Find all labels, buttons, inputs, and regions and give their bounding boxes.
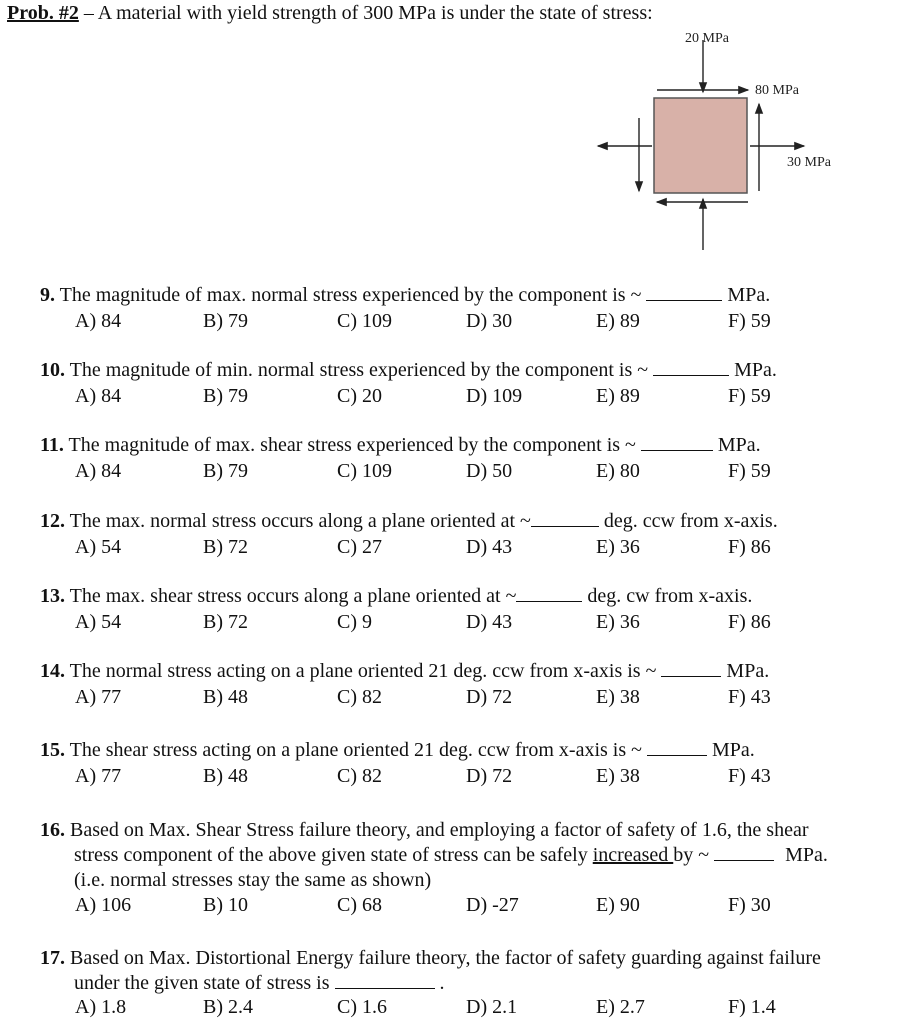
option-c[interactable]: C) 9: [337, 611, 372, 633]
question-text: The shear stress acting on a plane oriented 21 deg. ccw from x-axis is ~: [69, 739, 642, 761]
problem-statement: – A material with yield strength of 300 MPa is under the state of stress:: [78, 2, 653, 24]
question-text: The magnitude of min. normal stress experienced by the component is ~: [69, 359, 649, 381]
stress-element-square: [654, 98, 747, 193]
question-text: The magnitude of max. shear stress experienced by the component is ~: [68, 434, 636, 456]
option-c[interactable]: C) 109: [337, 460, 392, 482]
question-text: The normal stress acting on a plane oriented 21 deg. ccw from x-axis is ~: [69, 660, 657, 682]
question-suffix: MPa.: [726, 660, 770, 682]
option-b[interactable]: B) 10: [203, 894, 248, 916]
question-text-line2-end: by ~: [673, 844, 710, 866]
option-a[interactable]: A) 1.8: [75, 996, 127, 1018]
label-30mpa: 30 MPa: [787, 155, 831, 170]
option-a[interactable]: A) 84: [75, 310, 122, 332]
option-e[interactable]: E) 89: [596, 385, 640, 407]
question-16: [40, 819, 808, 842]
option-d[interactable]: D) 109: [466, 385, 523, 407]
question-text: The max. normal stress occurs along a plane oriented at ~: [69, 510, 531, 532]
option-a[interactable]: A) 54: [75, 611, 122, 633]
option-f[interactable]: F) 1.4: [728, 996, 776, 1018]
question-suffix: MPa.: [711, 739, 755, 761]
option-f[interactable]: F) 59: [728, 460, 771, 482]
problem-header: [7, 2, 653, 25]
option-d[interactable]: D) 43: [466, 536, 513, 558]
question-11: [40, 434, 761, 457]
option-f[interactable]: F) 43: [728, 686, 771, 708]
option-e[interactable]: E) 36: [596, 536, 640, 558]
option-d[interactable]: D) 30: [466, 310, 513, 332]
option-b[interactable]: B) 48: [203, 686, 248, 708]
underlined-word: increased: [592, 844, 674, 866]
question-17: [40, 947, 821, 970]
option-d[interactable]: D) 50: [466, 460, 513, 482]
answer-blank[interactable]: [647, 739, 707, 756]
option-b[interactable]: B) 79: [203, 310, 248, 332]
question-text: The magnitude of max. normal stress experienced by the component is ~: [59, 284, 642, 306]
option-b[interactable]: B) 72: [203, 536, 248, 558]
answer-blank[interactable]: [714, 844, 774, 861]
option-b[interactable]: B) 72: [203, 611, 248, 633]
option-c[interactable]: C) 82: [337, 686, 382, 708]
question-16-line2: [74, 844, 828, 867]
answer-blank[interactable]: [335, 972, 435, 989]
option-e[interactable]: E) 38: [596, 765, 640, 787]
question-number: 11.: [40, 434, 64, 456]
question-text-line2: under the given state of stress is: [74, 972, 330, 994]
question-text-line1: Based on Max. Distortional Energy failure theory, the factor of safety guarding against failure: [70, 947, 821, 969]
question-suffix: MPa.: [734, 359, 777, 381]
option-d[interactable]: D) 72: [466, 765, 513, 787]
answer-blank[interactable]: [516, 585, 582, 602]
question-number: 16.: [40, 819, 65, 841]
option-e[interactable]: E) 36: [596, 611, 640, 633]
option-f[interactable]: F) 30: [728, 894, 771, 916]
question-number: 12.: [40, 510, 65, 532]
option-d[interactable]: D) -27: [466, 894, 519, 916]
option-c[interactable]: C) 20: [337, 385, 382, 407]
option-a[interactable]: A) 77: [75, 686, 122, 708]
option-e[interactable]: E) 2.7: [596, 996, 645, 1018]
question-suffix: deg. ccw from x-axis.: [603, 510, 778, 532]
question-text-line2: stress component of the above given state of stress can be safely: [74, 844, 593, 866]
question-number: 13.: [40, 585, 65, 607]
option-a[interactable]: A) 54: [75, 536, 122, 558]
question-15: [40, 739, 755, 762]
option-f[interactable]: F) 59: [728, 385, 771, 407]
answer-blank[interactable]: [641, 434, 713, 451]
question-number: 17.: [40, 947, 65, 969]
option-e[interactable]: E) 90: [596, 894, 640, 916]
label-80mpa: 80 MPa: [755, 83, 799, 98]
answer-blank[interactable]: [531, 510, 599, 527]
question-number: 15.: [40, 739, 65, 761]
option-c[interactable]: C) 82: [337, 765, 382, 787]
option-b[interactable]: B) 79: [203, 385, 248, 407]
option-e[interactable]: E) 89: [596, 310, 640, 332]
option-c[interactable]: C) 1.6: [337, 996, 387, 1018]
answer-blank[interactable]: [661, 660, 721, 677]
question-text: The max. shear stress occurs along a plane oriented at ~: [69, 585, 517, 607]
stress-element-figure: [590, 28, 850, 260]
question-suffix: MPa.: [727, 284, 771, 306]
option-a[interactable]: A) 84: [75, 460, 122, 482]
question-14: [40, 660, 769, 683]
option-d[interactable]: D) 2.1: [466, 996, 518, 1018]
question-17-line2: [74, 972, 445, 995]
option-b[interactable]: B) 79: [203, 460, 248, 482]
question-9: [40, 284, 770, 307]
option-b[interactable]: B) 48: [203, 765, 248, 787]
question-13: [40, 585, 752, 608]
question-number: 14.: [40, 660, 65, 682]
question-suffix: deg. cw from x-axis.: [587, 585, 753, 607]
option-a[interactable]: A) 106: [75, 894, 132, 916]
option-f[interactable]: F) 43: [728, 765, 771, 787]
option-a[interactable]: A) 77: [75, 765, 122, 787]
question-number: 10.: [40, 359, 65, 381]
option-d[interactable]: D) 72: [466, 686, 513, 708]
question-16-line3: (i.e. normal stresses stay the same as shown): [74, 869, 432, 891]
option-b[interactable]: B) 2.4: [203, 996, 253, 1018]
answer-blank[interactable]: [646, 284, 722, 301]
option-f[interactable]: F) 86: [728, 611, 771, 633]
option-f[interactable]: F) 59: [728, 310, 771, 332]
question-10: [40, 359, 777, 382]
problem-label: Prob. #2: [7, 2, 79, 24]
option-d[interactable]: D) 43: [466, 611, 513, 633]
label-20mpa: 20 MPa: [685, 31, 729, 46]
option-c[interactable]: C) 68: [337, 894, 382, 916]
option-e[interactable]: E) 80: [596, 460, 640, 482]
option-f[interactable]: F) 86: [728, 536, 771, 558]
answer-blank[interactable]: [653, 359, 729, 376]
question-period: .: [439, 972, 445, 994]
question-suffix: MPa.: [785, 844, 828, 866]
option-e[interactable]: E) 38: [596, 686, 640, 708]
option-a[interactable]: A) 84: [75, 385, 122, 407]
option-c[interactable]: C) 109: [337, 310, 392, 332]
option-c[interactable]: C) 27: [337, 536, 382, 558]
question-12: [40, 510, 778, 533]
question-text-line1: Based on Max. Shear Stress failure theory, and employing a factor of safety of 1.6, the shear: [70, 819, 809, 841]
question-suffix: MPa.: [717, 434, 761, 456]
question-number: 9.: [40, 284, 55, 306]
